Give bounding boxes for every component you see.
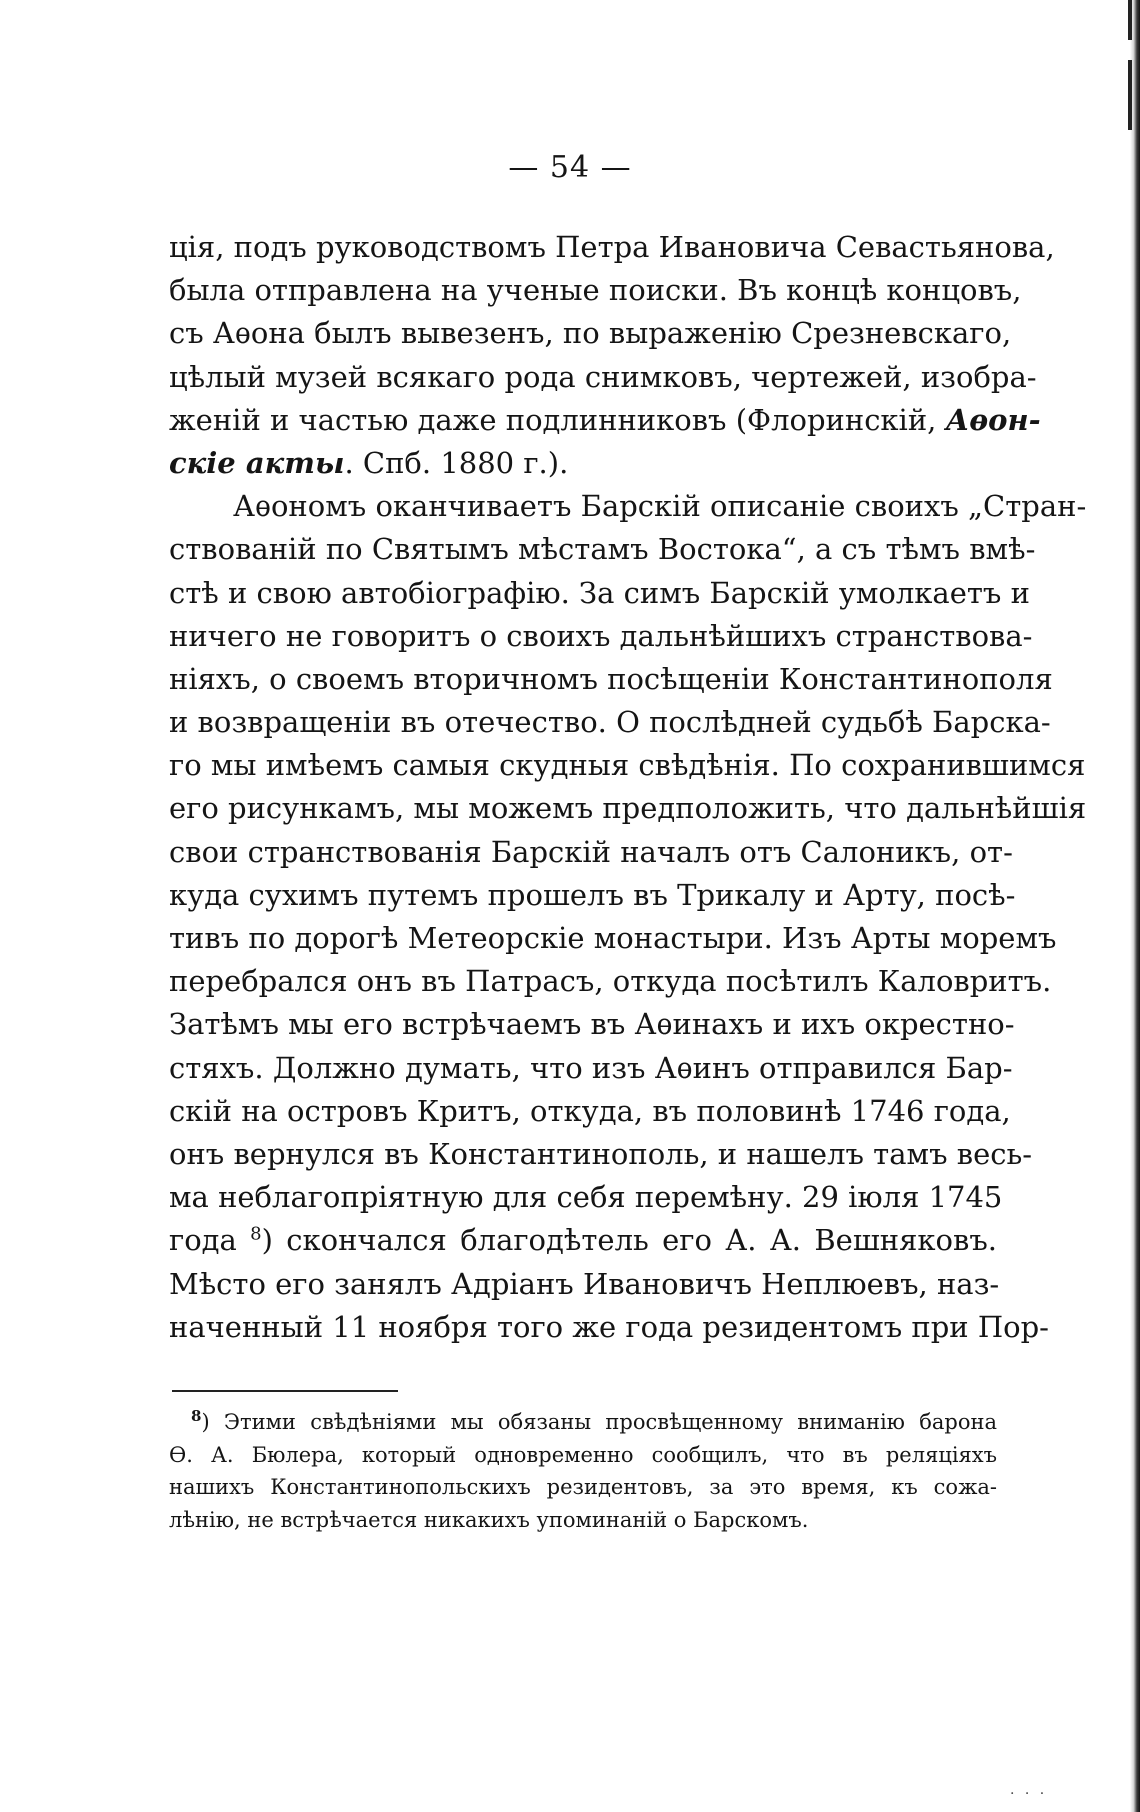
text-line: перебрался онъ въ Патрасъ, откуда посѣтилъ Каловритъ. bbox=[169, 964, 1052, 999]
text-segment: ) Этими свѣдѣніями мы обязаны просвѣщенному вниманію барона bbox=[201, 1410, 997, 1434]
text-line bbox=[169, 442, 997, 485]
text-segment: года bbox=[169, 1223, 251, 1258]
page-number: — 54 — bbox=[508, 150, 632, 185]
main-text bbox=[169, 226, 1087, 1349]
text-line: стѣ и свою автобіографію. За симъ Барскій умолкаетъ и bbox=[169, 575, 1030, 610]
text-line: съ Аѳона былъ вывезенъ, по выраженію Срезневскаго, bbox=[169, 316, 1012, 351]
text-line: ція, подъ руководствомъ Петра Ивановича Севастьянова, bbox=[169, 230, 1055, 264]
text-line: стяхъ. Должно думать, что изъ Аѳинъ отправился Бар- bbox=[169, 1050, 1013, 1085]
text-line bbox=[169, 399, 1041, 442]
text-line: Мѣсто его занялъ Адріанъ Ивановичъ Неплюевъ, наз- bbox=[169, 1266, 1000, 1301]
text-line: цѣлый музей всякаго рода снимковъ, чертежей, изобра- bbox=[169, 359, 1037, 394]
edge-mark bbox=[1128, 0, 1132, 40]
footnote-marker: 8 bbox=[191, 1407, 202, 1425]
text-line: тивъ по дорогѣ Метеорскіе монастыри. Изъ Арты моремъ bbox=[169, 921, 1057, 955]
footnote-line: лѣнію, не встрѣчается никакихъ упоминаній о Барскомъ. bbox=[169, 1507, 809, 1532]
text-line: наченный 11 ноября того же года резидентомъ при Пор- bbox=[169, 1309, 1049, 1344]
text-line: его рисункамъ, мы можемъ предположить, что дальнѣйшія bbox=[169, 791, 1087, 826]
footnote-line bbox=[169, 1406, 997, 1439]
footnote-block bbox=[169, 1406, 997, 1536]
text-line: ствованій по Святымъ мѣстамъ Востока“, а съ тѣмъ вмѣ- bbox=[169, 532, 1036, 567]
text-line: ніяхъ, о своемъ вторичномъ посѣщеніи Константинополя bbox=[169, 661, 1053, 696]
footnote-reference: 8 bbox=[250, 1223, 262, 1245]
text-line: онъ вернулся въ Константинополь, и нашелъ тамъ весь- bbox=[169, 1136, 1033, 1171]
edge-mark bbox=[1128, 60, 1132, 130]
text-line: куда сухимъ путемъ прошелъ въ Трикалу и Арту, посѣ- bbox=[169, 877, 1016, 912]
footnote-line: Ѳ. А. Бюлера, который одновременно сообщилъ, что въ реляціяхъ bbox=[169, 1442, 997, 1467]
text-segment: ) скончался благодѣтель его А. А. Вешняковъ. bbox=[261, 1223, 997, 1258]
paragraph-start-line: Аѳономъ оканчиваетъ Барскій описаніе своихъ „Стран- bbox=[233, 489, 1087, 524]
text-segment: женій и частью даже подлинниковъ (Флоринскій, bbox=[169, 402, 946, 437]
text-line: ма неблагопріятную для себя перемѣну. 29 іюля 1745 bbox=[169, 1180, 1003, 1215]
text-line: и возвращеніи въ отечество. О послѣдней судьбѣ Барска- bbox=[169, 705, 1051, 740]
scan-noise: · · · bbox=[1010, 1786, 1048, 1802]
italic-title: Аѳон- bbox=[945, 402, 1041, 437]
text-line: Затѣмъ мы его встрѣчаемъ въ Аѳинахъ и ихъ окрестно- bbox=[169, 1007, 1015, 1042]
text-line bbox=[169, 1219, 997, 1262]
text-line: была отправлена на ученые поиски. Въ концѣ концовъ, bbox=[169, 273, 1022, 308]
text-line: ничего не говоритъ о своихъ дальнѣйшихъ странствова- bbox=[169, 618, 1033, 653]
text-segment: . Спб. 1880 г.). bbox=[344, 445, 569, 480]
page-edge-shadow bbox=[1130, 0, 1140, 1812]
text-line: го мы имѣемъ самыя скудныя свѣдѣнія. По сохранившимся bbox=[169, 748, 1086, 783]
text-line: скій на островъ Критъ, откуда, въ половинѣ 1746 года, bbox=[169, 1093, 1011, 1128]
footnote-line: нашихъ Константинопольскихъ резидентовъ, за это время, къ сожа- bbox=[169, 1475, 997, 1499]
footnote-separator bbox=[172, 1390, 398, 1392]
italic-title: скіе акты bbox=[169, 445, 345, 480]
text-line: свои странствованія Барскій началъ отъ Салоникъ, от- bbox=[169, 834, 1013, 869]
